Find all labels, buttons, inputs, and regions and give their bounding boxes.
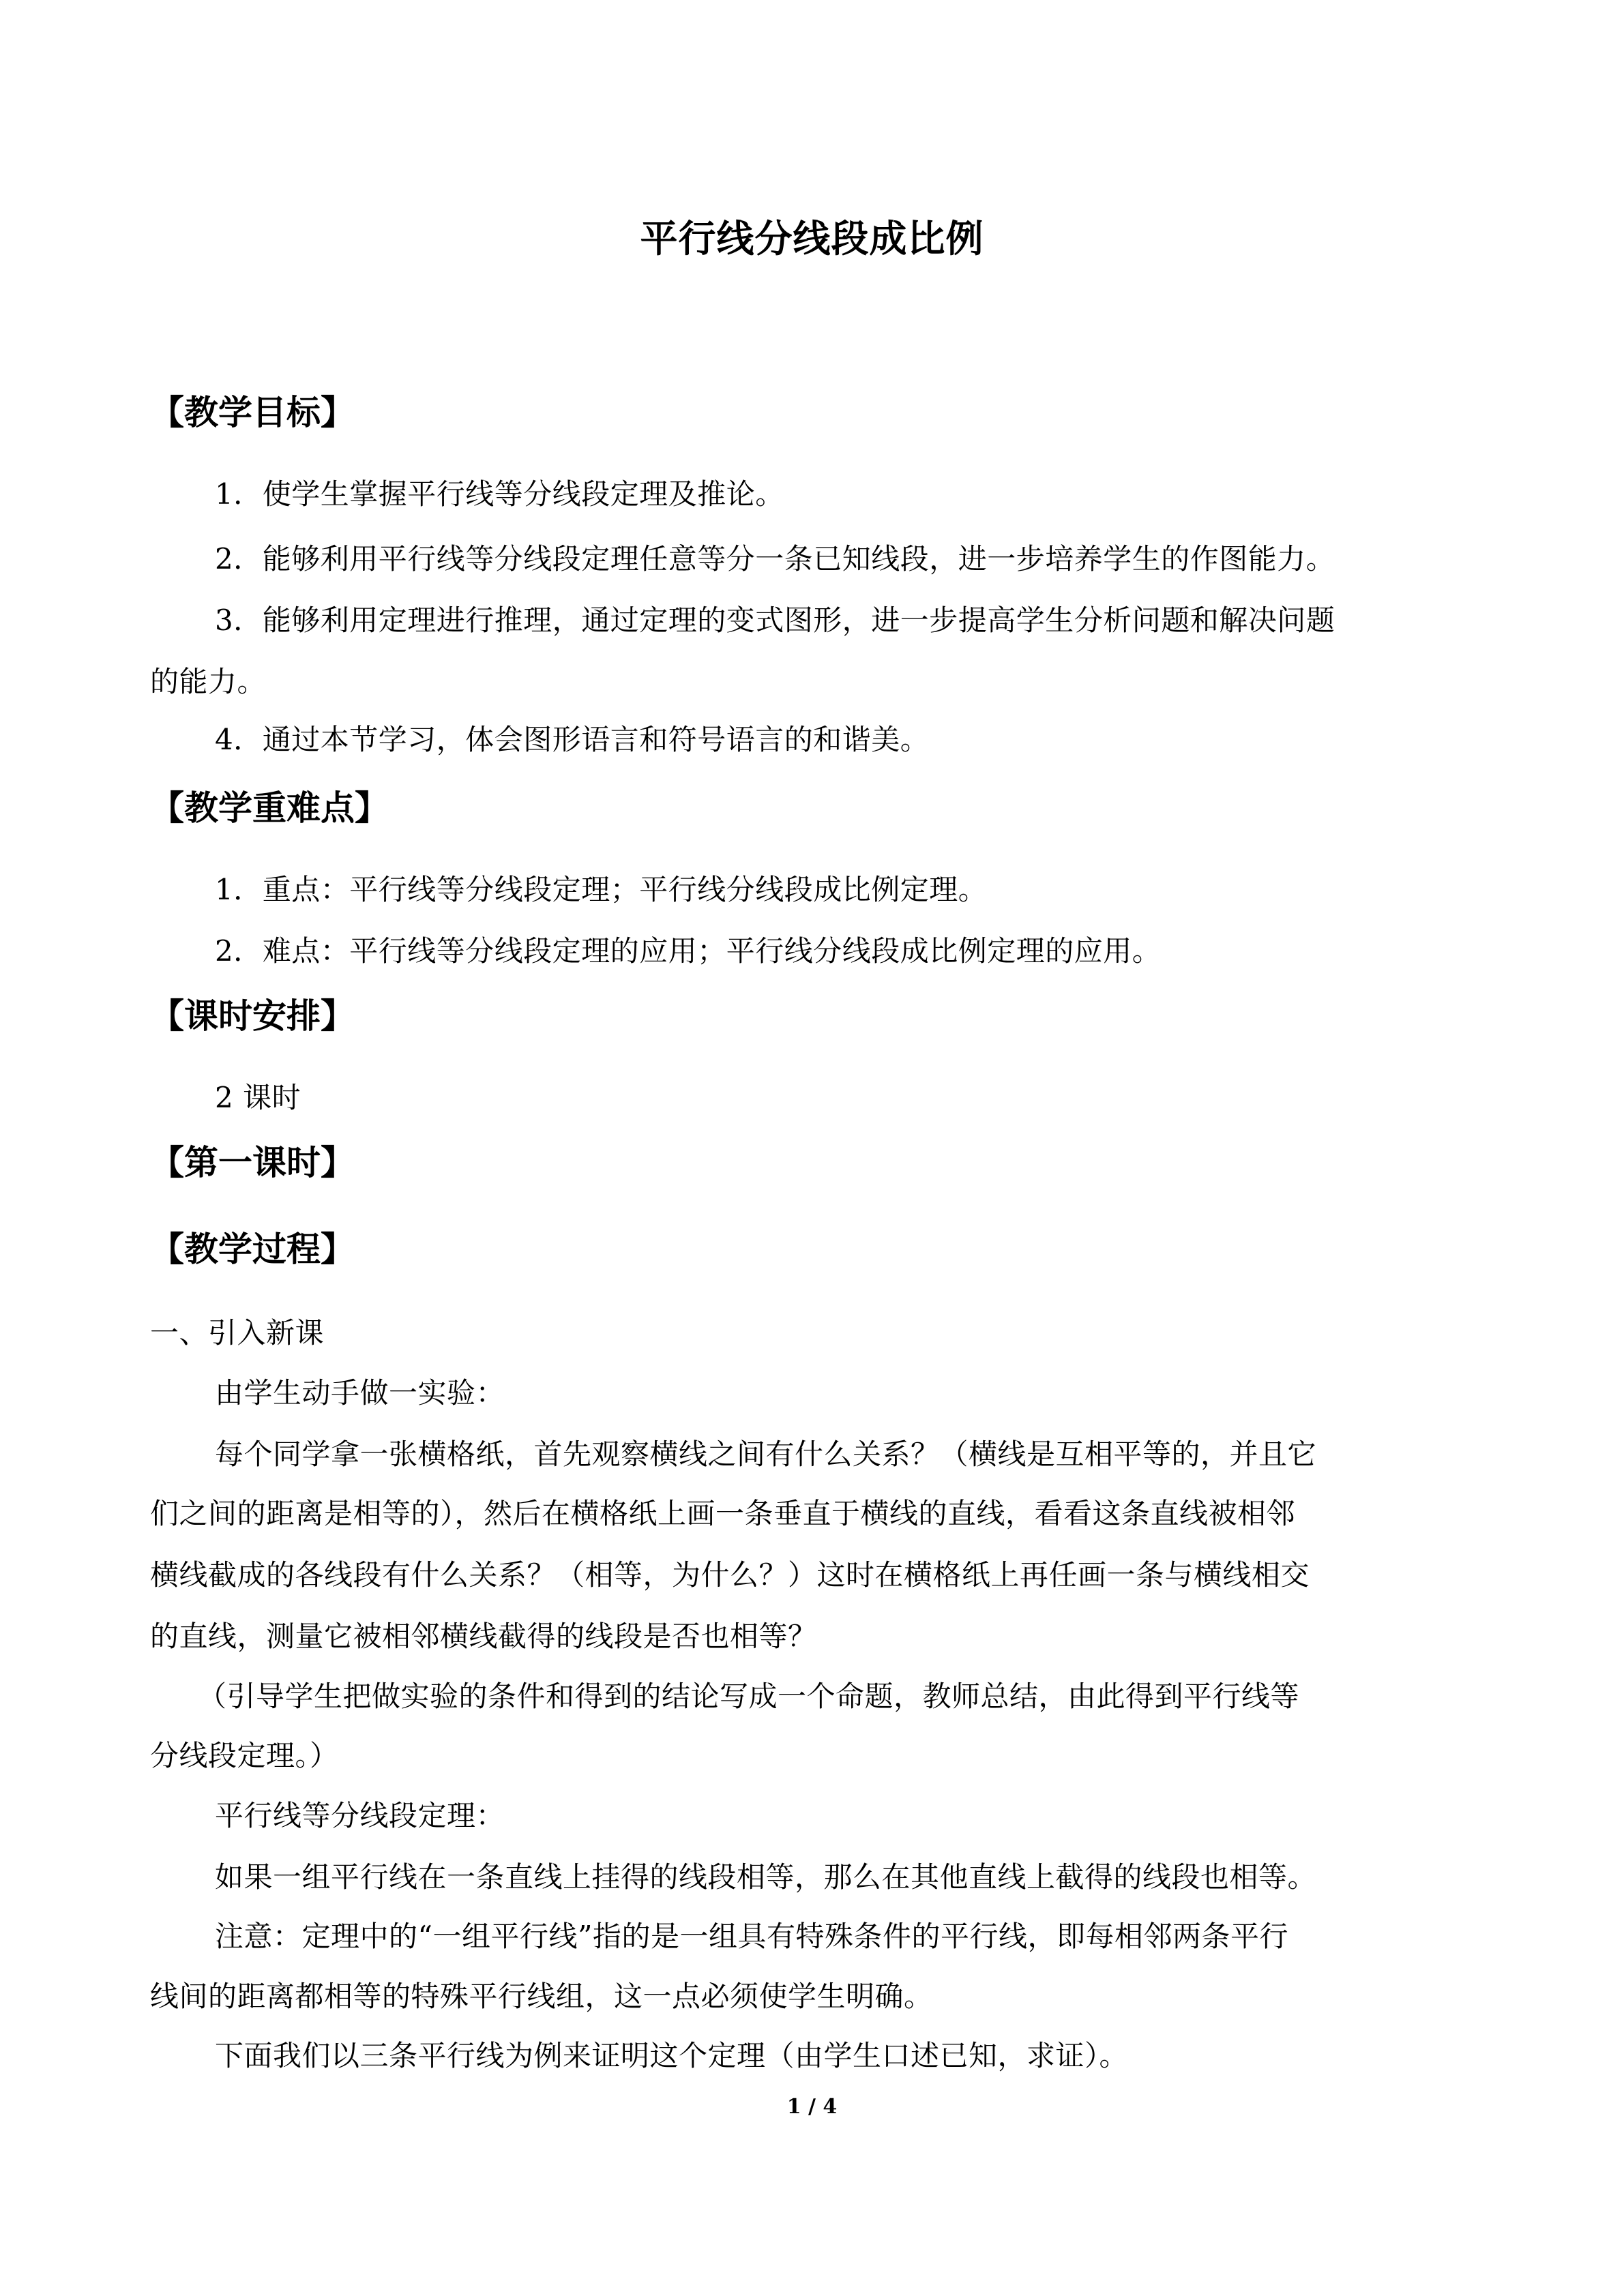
heading-key-points: 【教学重难点】: [150, 788, 389, 828]
process-subheading: 一、引入新课: [150, 1316, 325, 1350]
process-line-4: 横线截成的各线段有什么关系？（相等，为什么？）这时在横格纸上再任画一条与横线相交: [150, 1558, 1310, 1592]
key-point-2: 2．难点：平行线等分线段定理的应用；平行线分线段成比例定理的应用。: [215, 934, 1162, 968]
process-line-5: 的直线，测量它被相邻横线截得的线段是否也相等？: [150, 1620, 817, 1653]
goal-item-4: 4．通过本节学习，体会图形语言和符号语言的和谐美。: [215, 723, 930, 756]
schedule-text: 2 课时: [215, 1081, 301, 1114]
goal-item-3-continued: 的能力。: [150, 665, 267, 698]
goal-item-2: 2．能够利用平行线等分线段定理任意等分一条已知线段，进一步培养学生的作图能力。: [215, 542, 1335, 576]
document-title: 平行线分线段成比例: [640, 217, 984, 260]
process-line-3: 们之间的距离是相等的），然后在横格纸上画一条垂直于横线的直线，看看这条直线被相邻: [150, 1497, 1296, 1530]
goal-item-1: 1．使学生掌握平行线等分线段定理及推论。: [215, 477, 784, 511]
heading-teaching-goals: 【教学目标】: [150, 393, 355, 432]
process-line-8: 平行线等分线段定理：: [215, 1799, 505, 1832]
process-line-11: 线间的距离都相等的特殊平行线组，这一点必须使学生明确。: [150, 1980, 933, 2013]
process-line-1: 由学生动手做一实验：: [215, 1376, 505, 1410]
heading-first-lesson: 【第一课时】: [150, 1143, 355, 1182]
key-point-1: 1．重点：平行线等分线段定理；平行线分线段成比例定理。: [215, 873, 988, 906]
process-line-6: （引导学生把做实验的条件和得到的结论写成一个命题，教师总结，由此得到平行线等: [198, 1680, 1300, 1713]
process-line-12: 下面我们以三条平行线为例来证明这个定理（由学生口述已知，求证）。: [215, 2039, 1129, 2072]
process-line-10: 注意：定理中的“一组平行线”指的是一组具有特殊条件的平行线，即每相邻两条平行: [215, 1920, 1288, 1953]
process-line-7: 分线段定理。）: [150, 1739, 339, 1772]
page-number: 1 / 4: [786, 2095, 838, 2119]
heading-schedule: 【课时安排】: [150, 996, 355, 1036]
goal-item-3: 3．能够利用定理进行推理，通过定理的变式图形，进一步提高学生分析问题和解决问题: [215, 603, 1335, 637]
process-line-9: 如果一组平行线在一条直线上挂得的线段相等，那么在其他直线上截得的线段也相等。: [215, 1860, 1317, 1894]
heading-teaching-process: 【教学过程】: [150, 1229, 355, 1269]
process-line-2: 每个同学拿一张横格纸，首先观察横线之间有什么关系？（横线是互相平等的，并且它: [215, 1437, 1317, 1471]
